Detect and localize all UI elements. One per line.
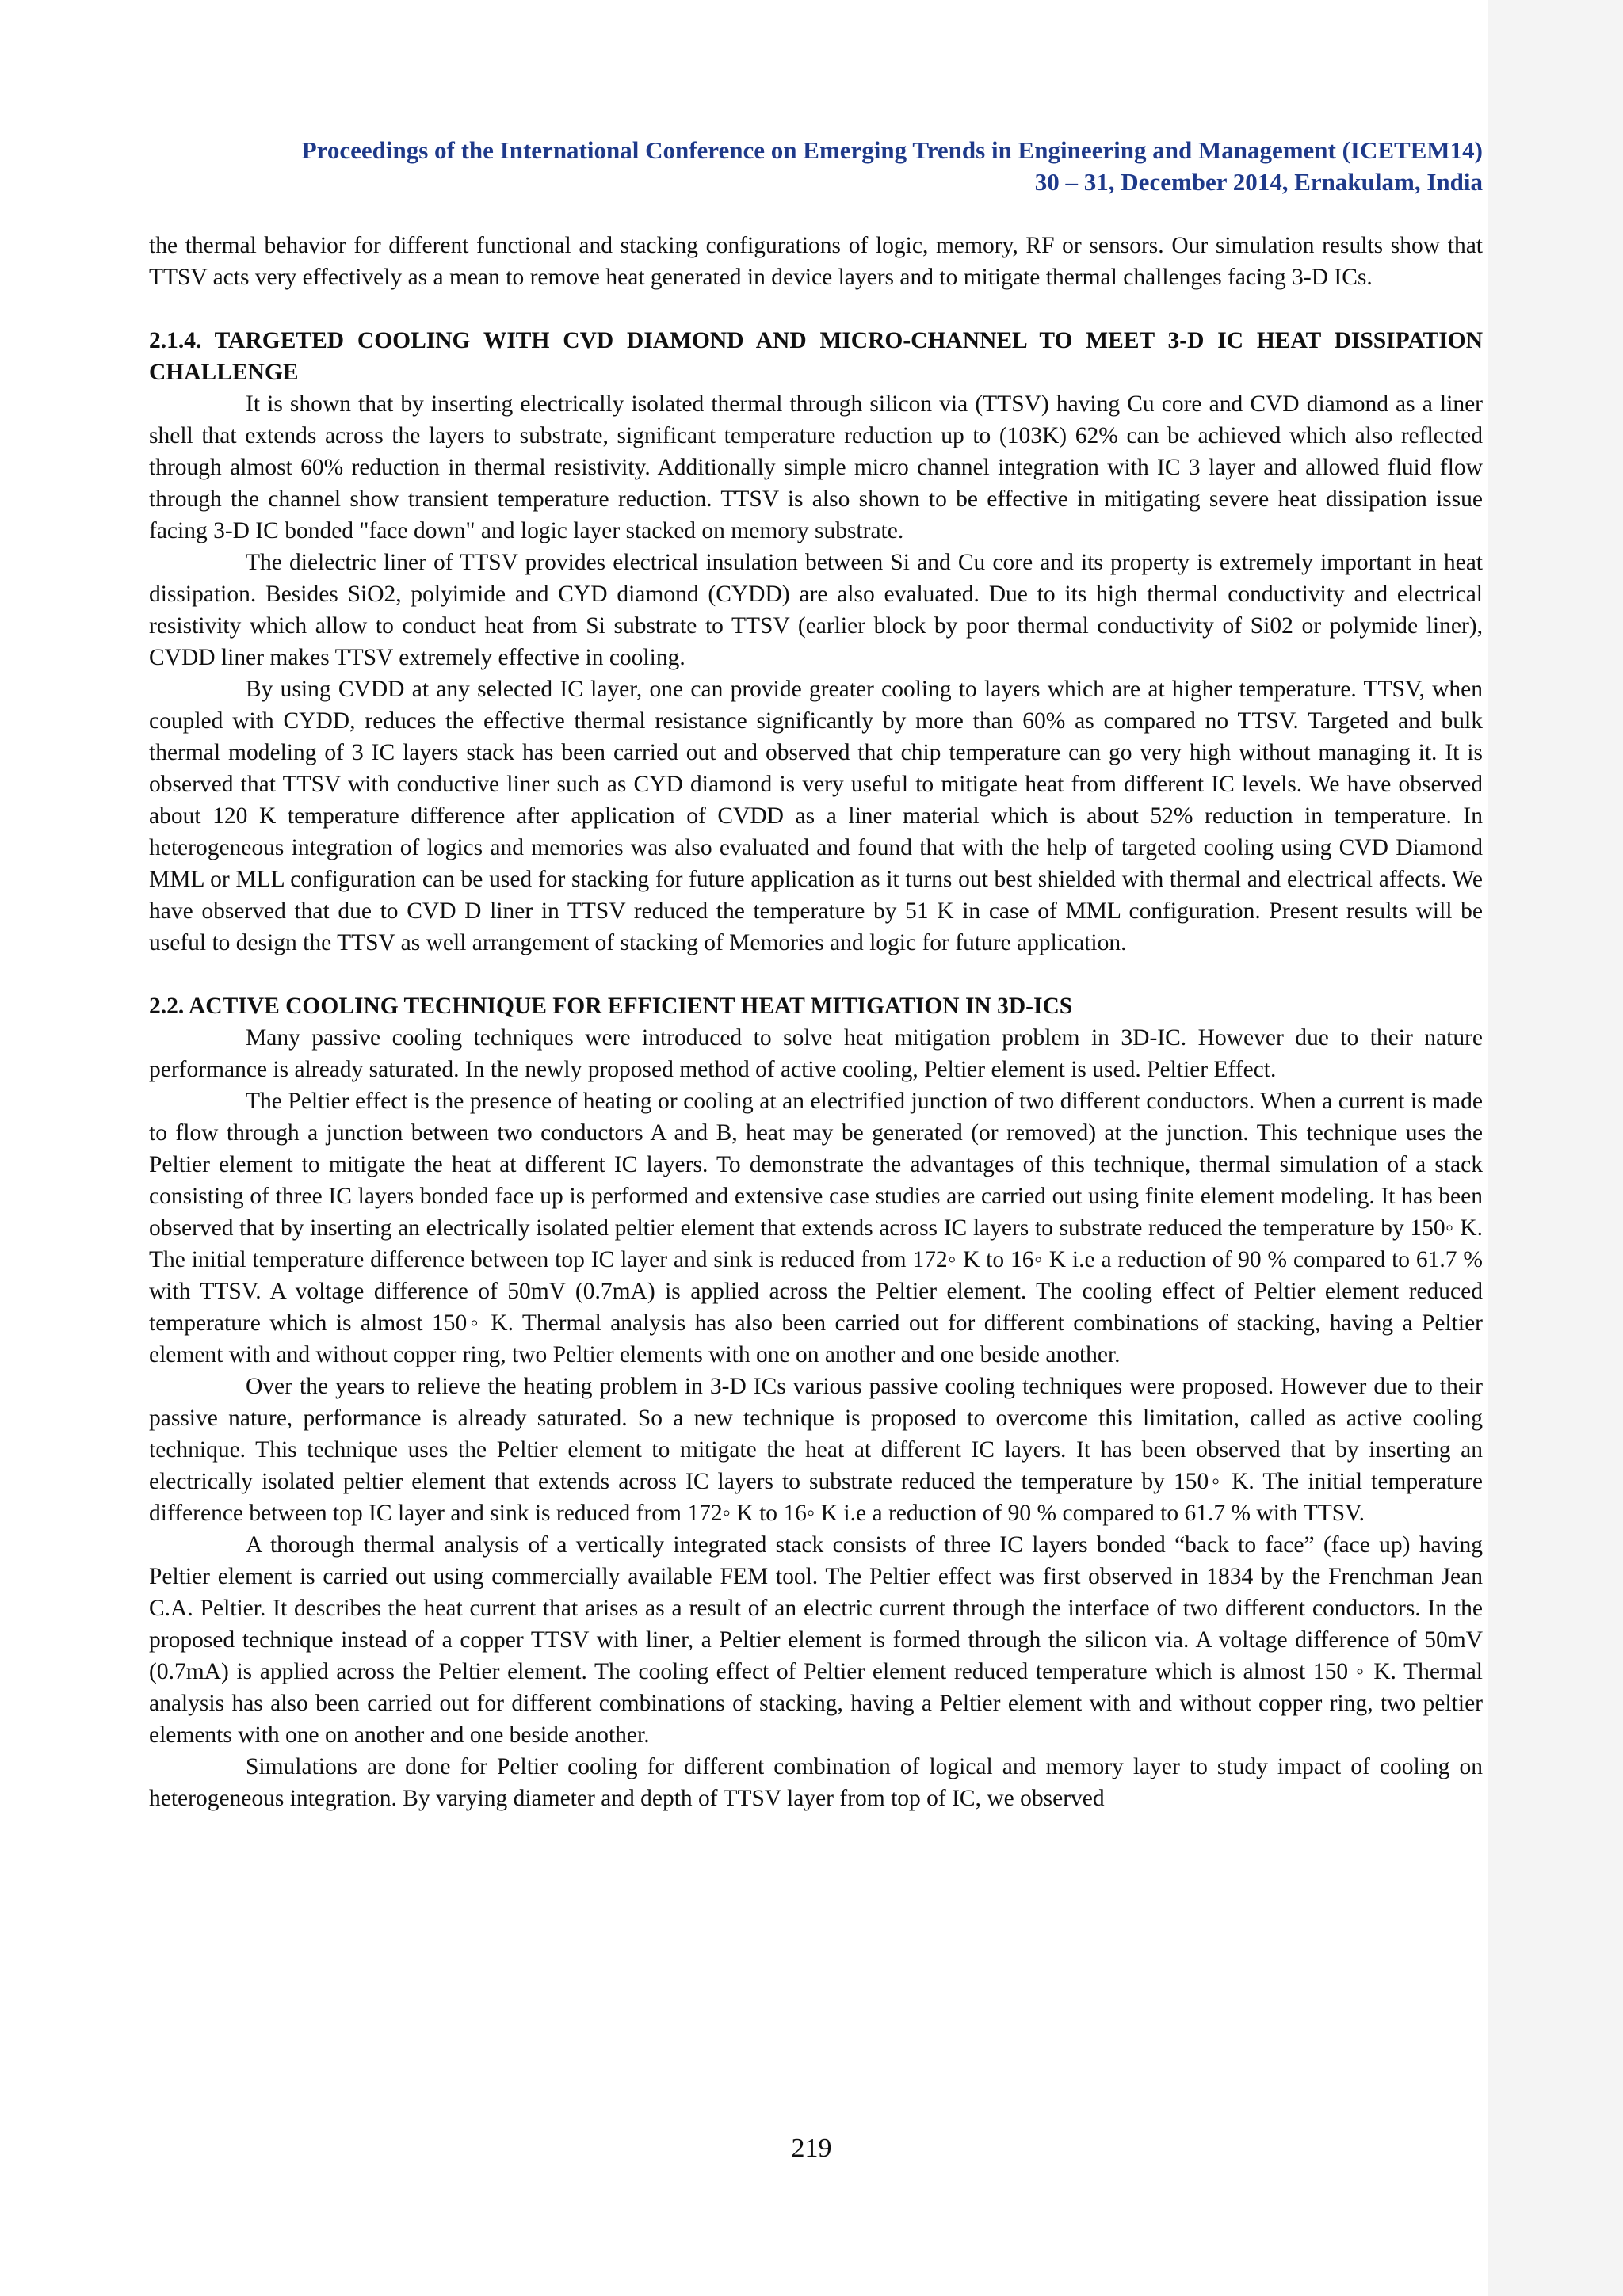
section-2-2-paragraph: Simulations are done for Peltier cooling for different combination of logical and memory layer to study impact of cooling on heterogeneous integration. By varying diameter and depth of TTSV layer from top of IC, we observed [149, 1754, 1483, 1811]
section-2-2-paragraph: Over the years to relieve the heating problem in 3-D ICs various passive cooling techniques were proposed. However due to their passive nature, performance is already saturated. So a new technique is proposed to overcome this limitation, called as active cooling technique. This technique uses the Peltier element to mitigate the heat at different IC layers. It has been observed that by inserting an electrically isolated peltier element that extends across IC layers to substrate reduced the temperature by 150◦ K. The initial temperature difference between top IC layer and sink is reduced from 172◦ K to 16◦ K i.e a reduction of 90 % compared to 61.7 % with TTSV. [149, 1374, 1483, 1526]
section-2-2-heading: 2.2. ACTIVE COOLING TECHNIQUE FOR EFFICIENT HEAT MITIGATION IN 3D-ICS [149, 994, 1073, 1019]
section-2-1-4-paragraph: The dielectric liner of TTSV provides electrical insulation between Si and Cu core and its property is extremely important in heat dissipation. Besides SiO2, polyimide and CYD diamond (CYDD) are also evaluated. Due to its high thermal conductivity and electrical resistivity which allow to conduct heat from Si substrate to TTSV (earlier block by poor thermal conductivity of Si02 or polymide liner), CVDD liner makes TTSV extremely effective in cooling. [149, 550, 1483, 670]
header-line-conference: Proceedings of the International Conference on Emerging Trends in Engineering and Management (ICETEM14) [301, 136, 1483, 164]
section-2-2-paragraph: A thorough thermal analysis of a vertically integrated stack consists of three IC layers bonded “back to face” (face up) having Peltier element is carried out using commercially available FEM tool. The Peltier effect was first observed in 1834 by the Frenchman Jean C.A. Peltier. It describes the heat current that arises as a result of an electric current through the interface of two different conductors. In the proposed technique instead of a copper TTSV with liner, a Peltier element is formed through the silicon via. A voltage difference of 50mV (0.7mA) is applied across the Peltier element. The cooling effect of Peltier element reduced temperature which is almost 150 ◦ K. Thermal analysis has also been carried out for different combinations of stacking, having a Peltier element with and without copper ring, two peltier elements with one on another and one beside another. [149, 1532, 1483, 1748]
header-line-date-location: 30 – 31, December 2014, Ernakulam, India [1034, 168, 1483, 196]
section-2-1-4-paragraph: By using CVDD at any selected IC layer, one can provide greater cooling to layers which are at higher temperature. TTSV, when coupled with CYDD, reduces the effective thermal resistance significantly by more than 60% as compared no TTSV. Targeted and bulk thermal modeling of 3 IC layers stack has been carried out and observed that chip temperature can go very high without managing it. It is observed that TTSV with conductive liner such as CYD diamond is very useful to mitigate heat from different IC levels. We have observed about 120 K temperature difference after application of CVDD as a liner material which is about 52% reduction in temperature. In heterogeneous integration of logics and memories was also evaluated and found that with the help of targeted cooling using CVD Diamond MML or MLL configuration can be used for stacking for future application as it turns out best shielded with thermal and electrical affects. We have observed that due to CVD D liner in TTSV reduced the temperature by 51 K in case of MML configuration. Present results will be useful to design the TTSV as well arrangement of stacking of Memories and logic for future application. [149, 677, 1483, 955]
section-2-1-4-heading: 2.1.4. TARGETED COOLING WITH CVD DIAMOND AND MICRO-CHANNEL TO MEET 3-D IC HEAT DISSIPATION CHALLENGE [149, 328, 1483, 385]
scan-edge-shade [1488, 0, 1623, 2296]
page-number: 219 [791, 2134, 832, 2163]
section-2-2-paragraph: Many passive cooling techniques were introduced to solve heat mitigation problem in 3D-IC. However due to their nature performance is already saturated. In the newly proposed method of active cooling, Peltier element is used. Peltier Effect. [149, 1025, 1483, 1082]
proceedings-header [149, 135, 1483, 198]
body-text [149, 230, 1483, 1814]
intro-paragraph: the thermal behavior for different functional and stacking configurations of logic, memory, RF or sensors. Our simulation results show that TTSV acts very effectively as a mean to remove heat generated in device layers and to mitigate thermal challenges facing 3-D ICs. [149, 233, 1483, 290]
section-2-1-4-paragraph: It is shown that by inserting electrically isolated thermal through silicon via (TTSV) having Cu core and CVD diamond as a liner shell that extends across the layers to substrate, significant temperature reduction up to (103K) 62% can be achieved which also reflected through almost 60% reduction in thermal resistivity. Additionally simple micro channel integration with IC 3 layer and allowed fluid flow through the channel show transient temperature reduction. TTSV is also shown to be effective in mitigating severe heat dissipation issue facing 3-D IC bonded "face down" and logic layer stacked on memory substrate. [149, 391, 1483, 543]
section-2-2-paragraph: The Peltier effect is the presence of heating or cooling at an electrified junction of two different conductors. When a current is made to flow through a junction between two conductors A and B, heat may be generated (or removed) at the junction. This technique uses the Peltier element to mitigate the heat at different IC layers. To demonstrate the advantages of this technique, thermal simulation of a stack consisting of three IC layers bonded face up is performed and extensive case studies are carried out using finite element modeling. It has been observed that by inserting an electrically isolated peltier element that extends across IC layers to substrate reduced the temperature by 150◦ K. The initial temperature difference between top IC layer and sink is reduced from 172◦ K to 16◦ K i.e a reduction of 90 % compared to 61.7 % with TTSV. A voltage difference of 50mV (0.7mA) is applied across the Peltier element. The cooling effect of Peltier element reduced temperature which is almost 150◦ K. Thermal analysis has also been carried out for different combinations of stacking, having a Peltier element with and without copper ring, two Peltier elements with one on another and one beside another. [149, 1089, 1483, 1367]
